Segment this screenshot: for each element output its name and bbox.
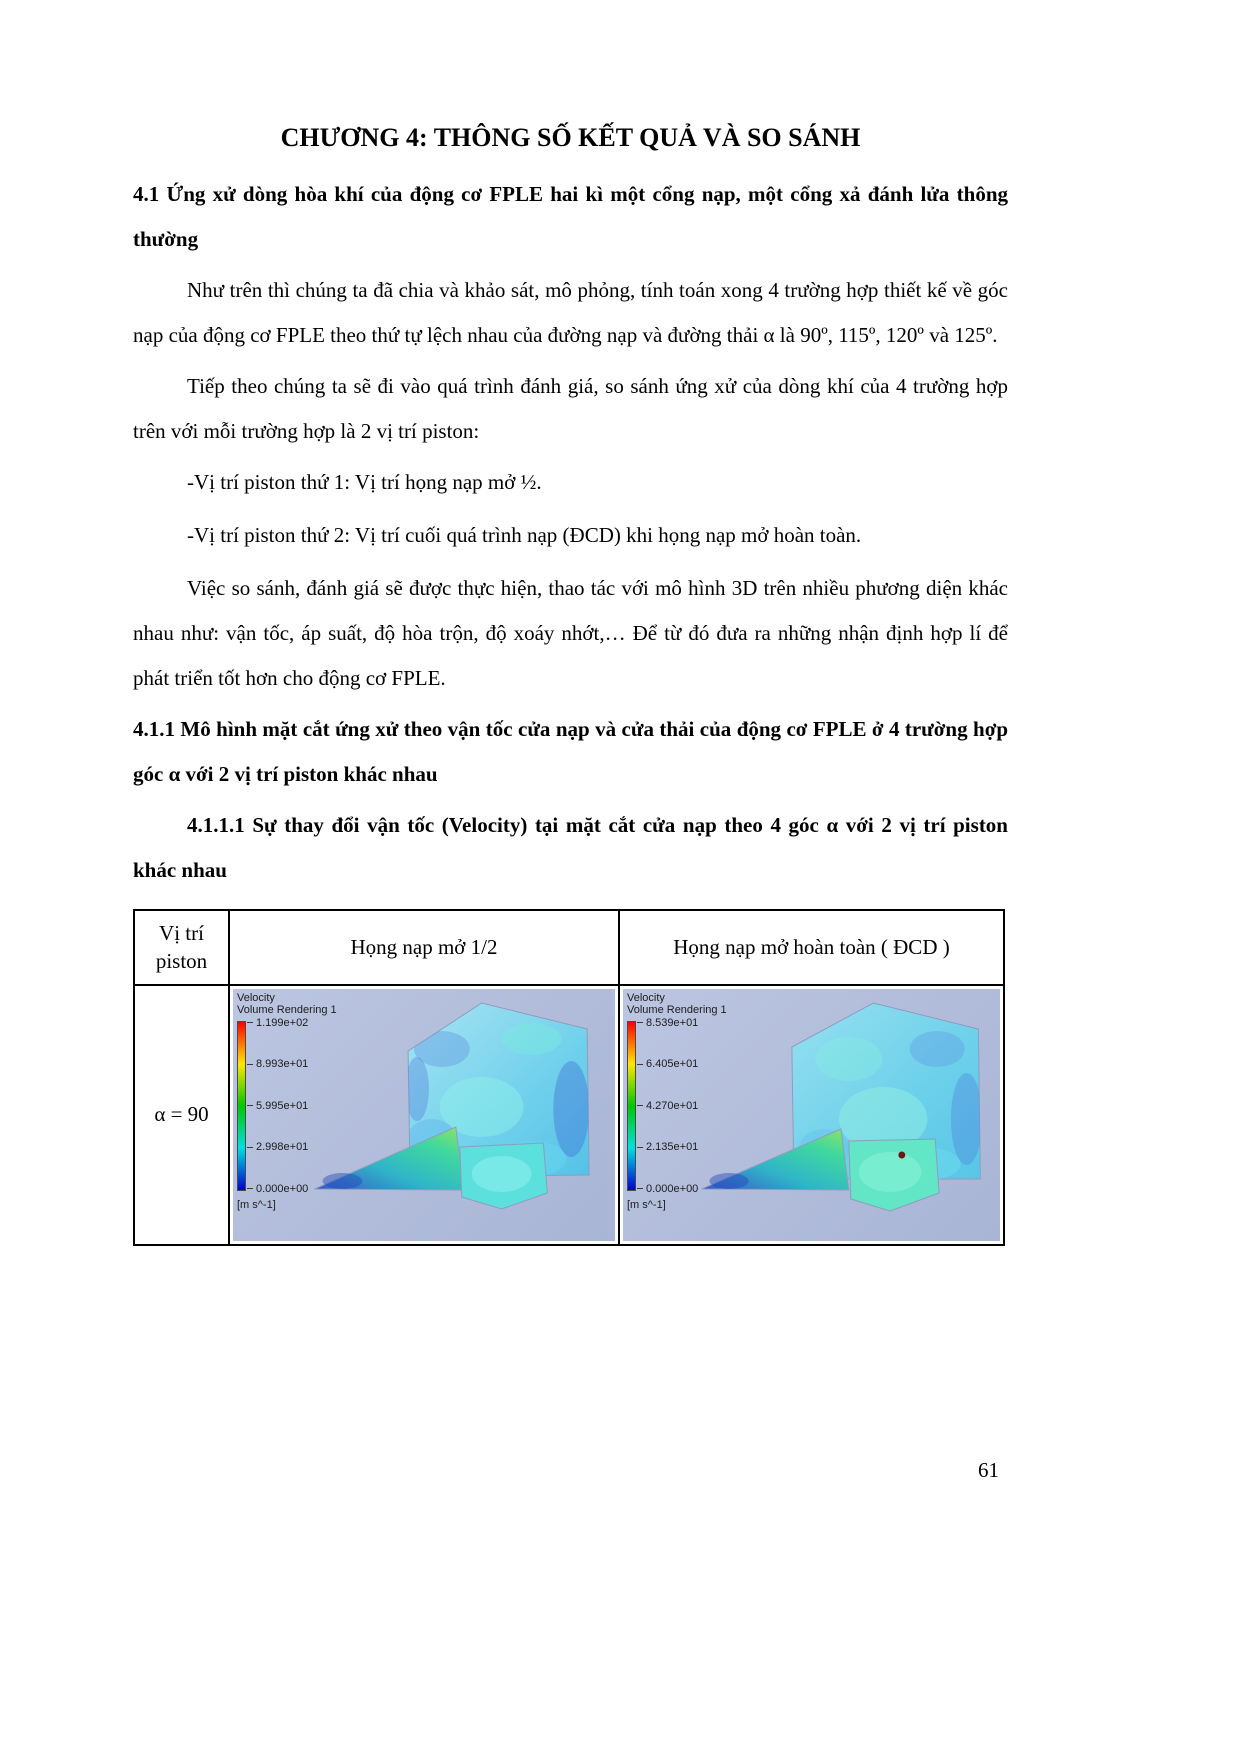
legend-value: 0.000e+00 [247,1183,308,1195]
legend-value: 8.993e+01 [247,1058,308,1070]
cfd-cell-fully-open [619,985,1004,1245]
chapter-title: CHƯƠNG 4: THÔNG SỐ KẾT QUẢ VÀ SO SÁNH [280,123,861,152]
legend-variable-label: Velocity [237,991,275,1004]
list-item-piston-position-2: -Vị trí piston thứ 2: Vị trí cuối quá trình nạp (ĐCD) khi họng nạp mở hoàn toàn. [187,523,862,547]
cfd-image-fully-open [623,989,1000,1241]
hot-spot-dot [898,1151,905,1158]
cfd-cell-half-open [229,985,619,1245]
legend-colorbar [237,1021,246,1191]
legend-value: 2.135e+01 [637,1141,698,1153]
legend-value: 8.539e+01 [637,1017,698,1029]
comparison-table [133,909,1005,1246]
legend-value: 0.000e+00 [637,1183,698,1195]
table-header-row [134,910,1004,985]
table-data-row-alpha-90 [134,985,1004,1245]
legend-value: 5.995e+01 [247,1100,308,1112]
legend-object-label: Volume Rendering 1 [237,1003,337,1016]
table-header-piston-position: Vị trí piston [134,910,229,985]
legend-object-label: Volume Rendering 1 [627,1003,727,1016]
legend-value: 6.405e+01 [637,1058,698,1070]
legend-value: 4.270e+01 [637,1100,698,1112]
page-number: 61 [978,1458,999,1482]
legend-unit-label: [m s^-1] [237,1198,276,1211]
legend-variable-label: Velocity [627,991,665,1004]
legend-scale-values [637,1017,698,1195]
heading-4-1-1-1: 4.1.1.1 Sự thay đổi vận tốc (Velocity) tại mặt cắt cửa nạp theo 4 góc α với 2 vị trí piston khác nhau [133,813,1008,882]
table-header-intake-fully-open: Họng nạp mở hoàn toàn ( ĐCD ) [619,910,1004,985]
paragraph-1: Như trên thì chúng ta đã chia và khảo sát, mô phỏng, tính toán xong 4 trường hợp thiết kế về góc nạp của động cơ FPLE theo thứ tự lệch nhau của đường nạp và đường thải α là 90º, 115º, 120º và 125º. [133,278,1008,347]
paragraph-2: Tiếp theo chúng ta sẽ đi vào quá trình đánh giá, so sánh ứng xử của dòng khí của 4 trường hợp trên với mỗi trường hợp là 2 vị trí piston: [133,374,1008,443]
legend-colorbar [627,1021,636,1191]
legend-unit-label: [m s^-1] [627,1198,666,1211]
list-item-piston-position-1: -Vị trí piston thứ 1: Vị trí họng nạp mở ½. [187,470,542,494]
legend-value: 2.998e+01 [247,1141,308,1153]
row-label-alpha-90: α = 90 [134,985,229,1245]
legend-value: 1.199e+02 [247,1017,308,1029]
cfd-legend-fully-open [627,992,727,1211]
heading-4-1-1: 4.1.1 Mô hình mặt cắt ứng xử theo vận tốc cửa nạp và cửa thải của động cơ FPLE ở 4 trường hợp góc α với 2 vị trí piston khác nhau [133,717,1008,786]
page-content [133,0,1008,1246]
cfd-legend-half-open [237,992,337,1211]
cfd-image-half-open [233,989,615,1241]
table-header-intake-half-open: Họng nạp mở 1/2 [229,910,619,985]
paragraph-3: Việc so sánh, đánh giá sẽ được thực hiện, thao tác với mô hình 3D trên nhiều phương diện khác nhau như: vận tốc, áp suất, độ hòa trộn, độ xoáy nhớt,… Để từ đó đưa ra những nhận định hợp lí để phát triển tốt hơn cho động cơ FPLE. [133,576,1008,690]
legend-scale-values [247,1017,308,1195]
heading-4-1: 4.1 Ứng xử dòng hòa khí của động cơ FPLE hai kì một cổng nạp, một cổng xả đánh lửa thông thường [133,182,1008,251]
